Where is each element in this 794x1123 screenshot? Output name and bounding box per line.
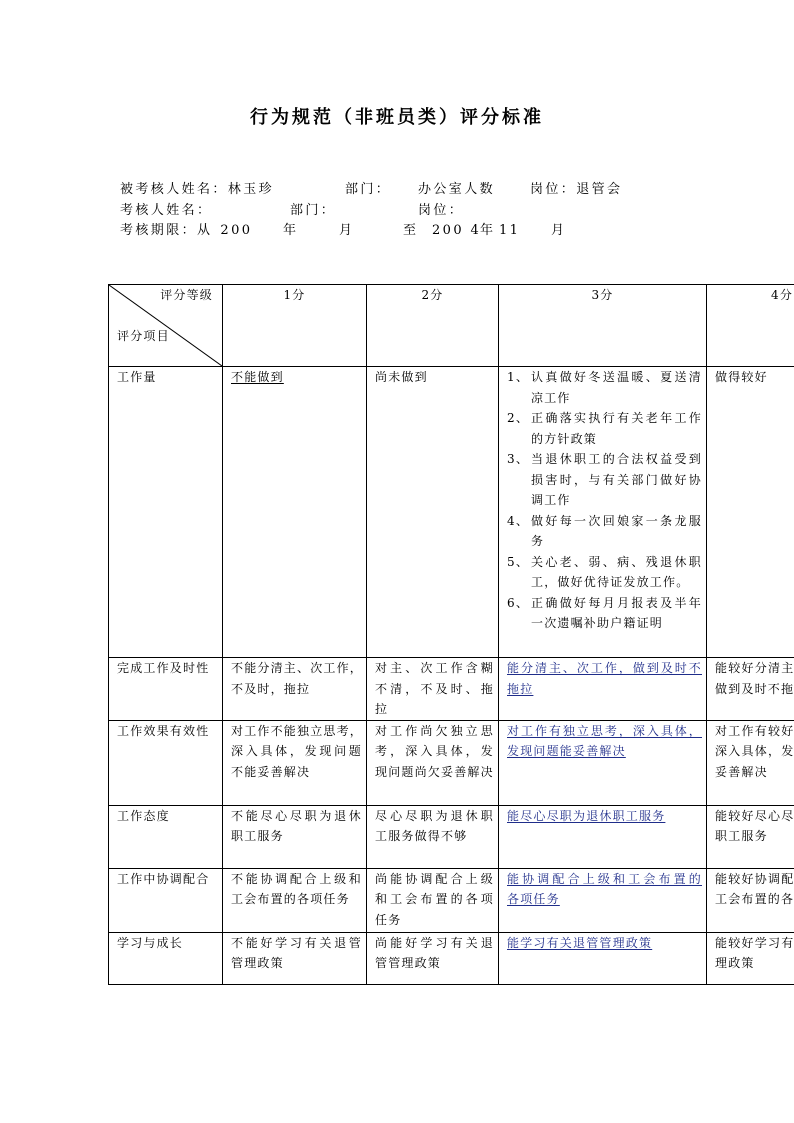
criterion-text-line: 管管理政策 [375,956,442,970]
criterion-text-line: 不清，不及时、拖 [375,681,494,696]
period-label: 考核期限： [120,223,198,238]
grade-1-cell [223,720,367,805]
criteria-row [109,367,794,658]
criterion-list-item [507,511,702,552]
criterion-text-line: 不能好学习有关退管 [231,935,362,950]
scoring-criteria-table [108,284,794,985]
criterion-text-line: 工会布置的各项任务 [231,892,350,906]
grade-1-cell [223,932,367,984]
grade-2-cell [367,932,499,984]
criterion-text-line: 能尽心尽职为退休职工服务 [507,808,666,823]
criterion-text-line: 尚未做到 [375,370,428,384]
criterion-text-line: 不能妥善解决 [231,764,311,779]
list-item-text-line: 一次遗嘱补助户籍证明 [531,616,664,630]
criterion-text-line: 不能协调配合上级和 [231,871,362,886]
grade-1-cell [223,367,367,658]
criterion-text-line: 深入具体，发现问题 [231,744,362,758]
criterion-text-line: 各项任务 [507,892,560,906]
grade-3-cell [499,658,707,721]
list-item-text-line: 正确落实执行有关老年工作 [531,411,702,425]
period-from-year: 200 [220,223,253,238]
criteria-row [109,868,794,932]
criterion-text-line: 尽心尽职为退休职 [375,808,494,823]
grade-4-cell [707,658,794,721]
criterion-text-line: 做得较好 [715,370,768,384]
criterion-text-line: 妥善解决 [715,764,768,779]
evaluatee-post-field [530,180,622,200]
criterion-text-line: 和工会布置的各项 [375,892,494,906]
criterion-text-line: 能较好尽心尽 [715,808,794,823]
list-item-text-line: 认真做好冬送温暖、夏送清 [531,370,702,384]
evaluator-dept-label: 部门： [290,203,337,218]
criteria-item-cell [109,658,223,721]
period-from-word: 从 [197,223,213,238]
list-item-text [531,552,702,593]
criteria-item-cell [109,720,223,805]
criterion-text-line: 不及时，拖拉 [231,681,311,696]
criterion-list-item [507,593,702,634]
grade-4-cell [707,932,794,984]
list-item-number: 1、 [507,370,530,384]
criteria-item-cell [109,367,223,658]
period-to-year: 200 4 [432,223,482,238]
period-month-unit-2: 月 [551,223,567,238]
period-month-unit-1: 月 [339,223,355,238]
criterion-list [507,367,702,634]
grade-3-cell [499,367,707,658]
criteria-item-label: 完成工作及时性 [117,661,210,675]
list-item-text-line: 务 [531,534,545,548]
criterion-list-item [507,367,702,408]
period-year-unit-1: 年 [283,223,299,238]
document-title: 行为规范（非班员类）评分标准 [250,107,544,128]
list-item-text-line: 工，做好优待证发放工作。 [531,575,690,589]
list-item-number: 6、 [507,595,530,610]
criteria-item-label: 工作中协调配合 [117,871,210,886]
criterion-text-line: 能较好协调配 [715,871,794,886]
criteria-item-label: 工作态度 [117,808,170,823]
criterion-text-line: 尚能协调配合上级 [375,871,494,886]
list-item-text [531,593,702,634]
list-item-number: 5、 [507,554,530,569]
evaluator-post-label: 岗位： [418,203,465,218]
criterion-list-item [507,552,702,593]
criteria-item-cell [109,932,223,984]
criterion-text-line: 对工作不能独立思考， [231,723,364,738]
criterion-text-line: 工服务做得不够 [375,829,468,843]
criterion-text-line: 能分清主、次工作，做到及时不 [507,661,702,675]
list-item-text-line: 凉工作 [531,390,571,405]
criterion-text-line: 职工服务 [715,829,768,843]
criterion-text-line: 对工作有较好 [715,723,794,738]
grade-2-cell [367,805,499,868]
evaluatee-name: 林玉珍 [227,182,275,197]
evaluatee-dept-label: 部门： [345,182,392,197]
criteria-item-label: 学习与成长 [117,935,184,950]
list-item-text-line: 正确做好每月月报表及半年 [531,595,702,610]
grade-header-4: 4分 [707,285,794,367]
criterion-text-line: 能协调配合上级和工会布置的 [507,871,702,886]
criterion-text-line: 任务 [375,912,402,927]
criteria-item-label: 工作效果有效性 [117,723,210,738]
grade-4-cell [707,868,794,932]
table-header-row [109,285,794,367]
list-item-text [531,367,702,408]
criterion-text-line: 深入具体，发 [715,744,794,758]
evaluatee-dept-value: 办公室人数 [418,182,496,197]
period-to-month: 11 [499,223,521,238]
evaluatee-post-label: 岗位： [530,182,577,197]
criterion-text-line: 对工作尚欠独立思 [375,723,494,738]
list-item-text-line: 当退休职工的合法权益受到 [531,452,702,466]
criterion-text-line: 发现问题能妥善解决 [507,744,626,758]
criterion-text-line: 拉 [375,702,389,716]
grade-header-3: 3分 [499,285,707,367]
header-corner-cell [109,285,223,367]
criteria-row [109,658,794,721]
criteria-item-label: 工作量 [117,370,157,384]
criterion-text-line: 现问题尚欠妥善解决 [375,764,494,779]
criterion-text-line: 理政策 [715,956,755,970]
criteria-item-cell [109,805,223,868]
list-item-text-line: 关心老、弱、病、残退休职 [531,554,702,569]
criterion-text-line: 考，深入具体，发 [375,744,494,758]
item-axis-label: 评分项目 [117,329,170,343]
evaluator-label: 考核人姓名： [120,203,213,218]
grade-1-cell [223,658,367,721]
grade-header-2: 2分 [367,285,499,367]
grade-axis-label: 评分等级 [160,288,213,302]
criterion-text-line: 能学习有关退管管理政策 [507,935,653,950]
grade-4-cell [707,805,794,868]
criterion-text-line: 能较好分清主 [715,661,794,675]
grade-3-cell [499,805,707,868]
criterion-text-line: 拖拉 [507,681,534,696]
list-item-text-line: 做好每一次回娘家一条龙服 [531,513,702,528]
criterion-text-line: 管理政策 [231,956,284,970]
criteria-item-cell [109,868,223,932]
criteria-row [109,932,794,984]
grade-2-cell [367,720,499,805]
criteria-row [109,720,794,805]
evaluatee-label: 被考核人姓名： [120,182,228,197]
list-item-text-line: 损害时，与有关部门做好协 [531,472,702,487]
criterion-text-line: 职工服务 [231,829,284,843]
criterion-text-line: 不能做到 [231,370,284,384]
list-item-number: 3、 [507,452,530,466]
grade-4-cell [707,367,794,658]
grade-3-cell [499,720,707,805]
grade-1-cell [223,805,367,868]
criterion-text-line: 不能分清主、次工作， [231,661,364,675]
grade-3-cell [499,868,707,932]
grade-3-cell [499,932,707,984]
evaluatee-field [120,180,274,200]
list-item-text [531,408,702,449]
list-item-text-line: 的方针政策 [531,431,598,446]
grade-4-cell [707,720,794,805]
criteria-row [109,805,794,868]
period-year-unit-2: 年 [480,223,496,238]
grade-header-1: 1分 [223,285,367,367]
period-to-word: 至 [403,223,419,238]
list-item-text [531,449,702,511]
criterion-text-line: 对工作有独立思考，深入具体， [507,723,702,738]
period-field [120,221,252,241]
criterion-text-line: 对主、次工作含糊 [375,661,494,675]
criterion-text-line: 做到及时不拖 [715,681,794,696]
grade-2-cell [367,367,499,658]
criterion-text-line: 不能尽心尽职为退休 [231,808,362,823]
grade-2-cell [367,868,499,932]
list-item-number: 2、 [507,411,530,425]
criterion-list-item [507,449,702,511]
grade-2-cell [367,658,499,721]
grade-1-cell [223,868,367,932]
list-item-text [531,511,702,552]
criterion-text-line: 能较好学习有 [715,935,794,950]
criterion-list-item [507,408,702,449]
list-item-number: 4、 [507,513,530,528]
list-item-text-line: 调工作 [531,493,571,507]
criterion-text-line: 尚能好学习有关退 [375,935,494,950]
criterion-text-line: 工会布置的各 [715,892,794,906]
evaluatee-post-value: 退管会 [576,182,623,197]
